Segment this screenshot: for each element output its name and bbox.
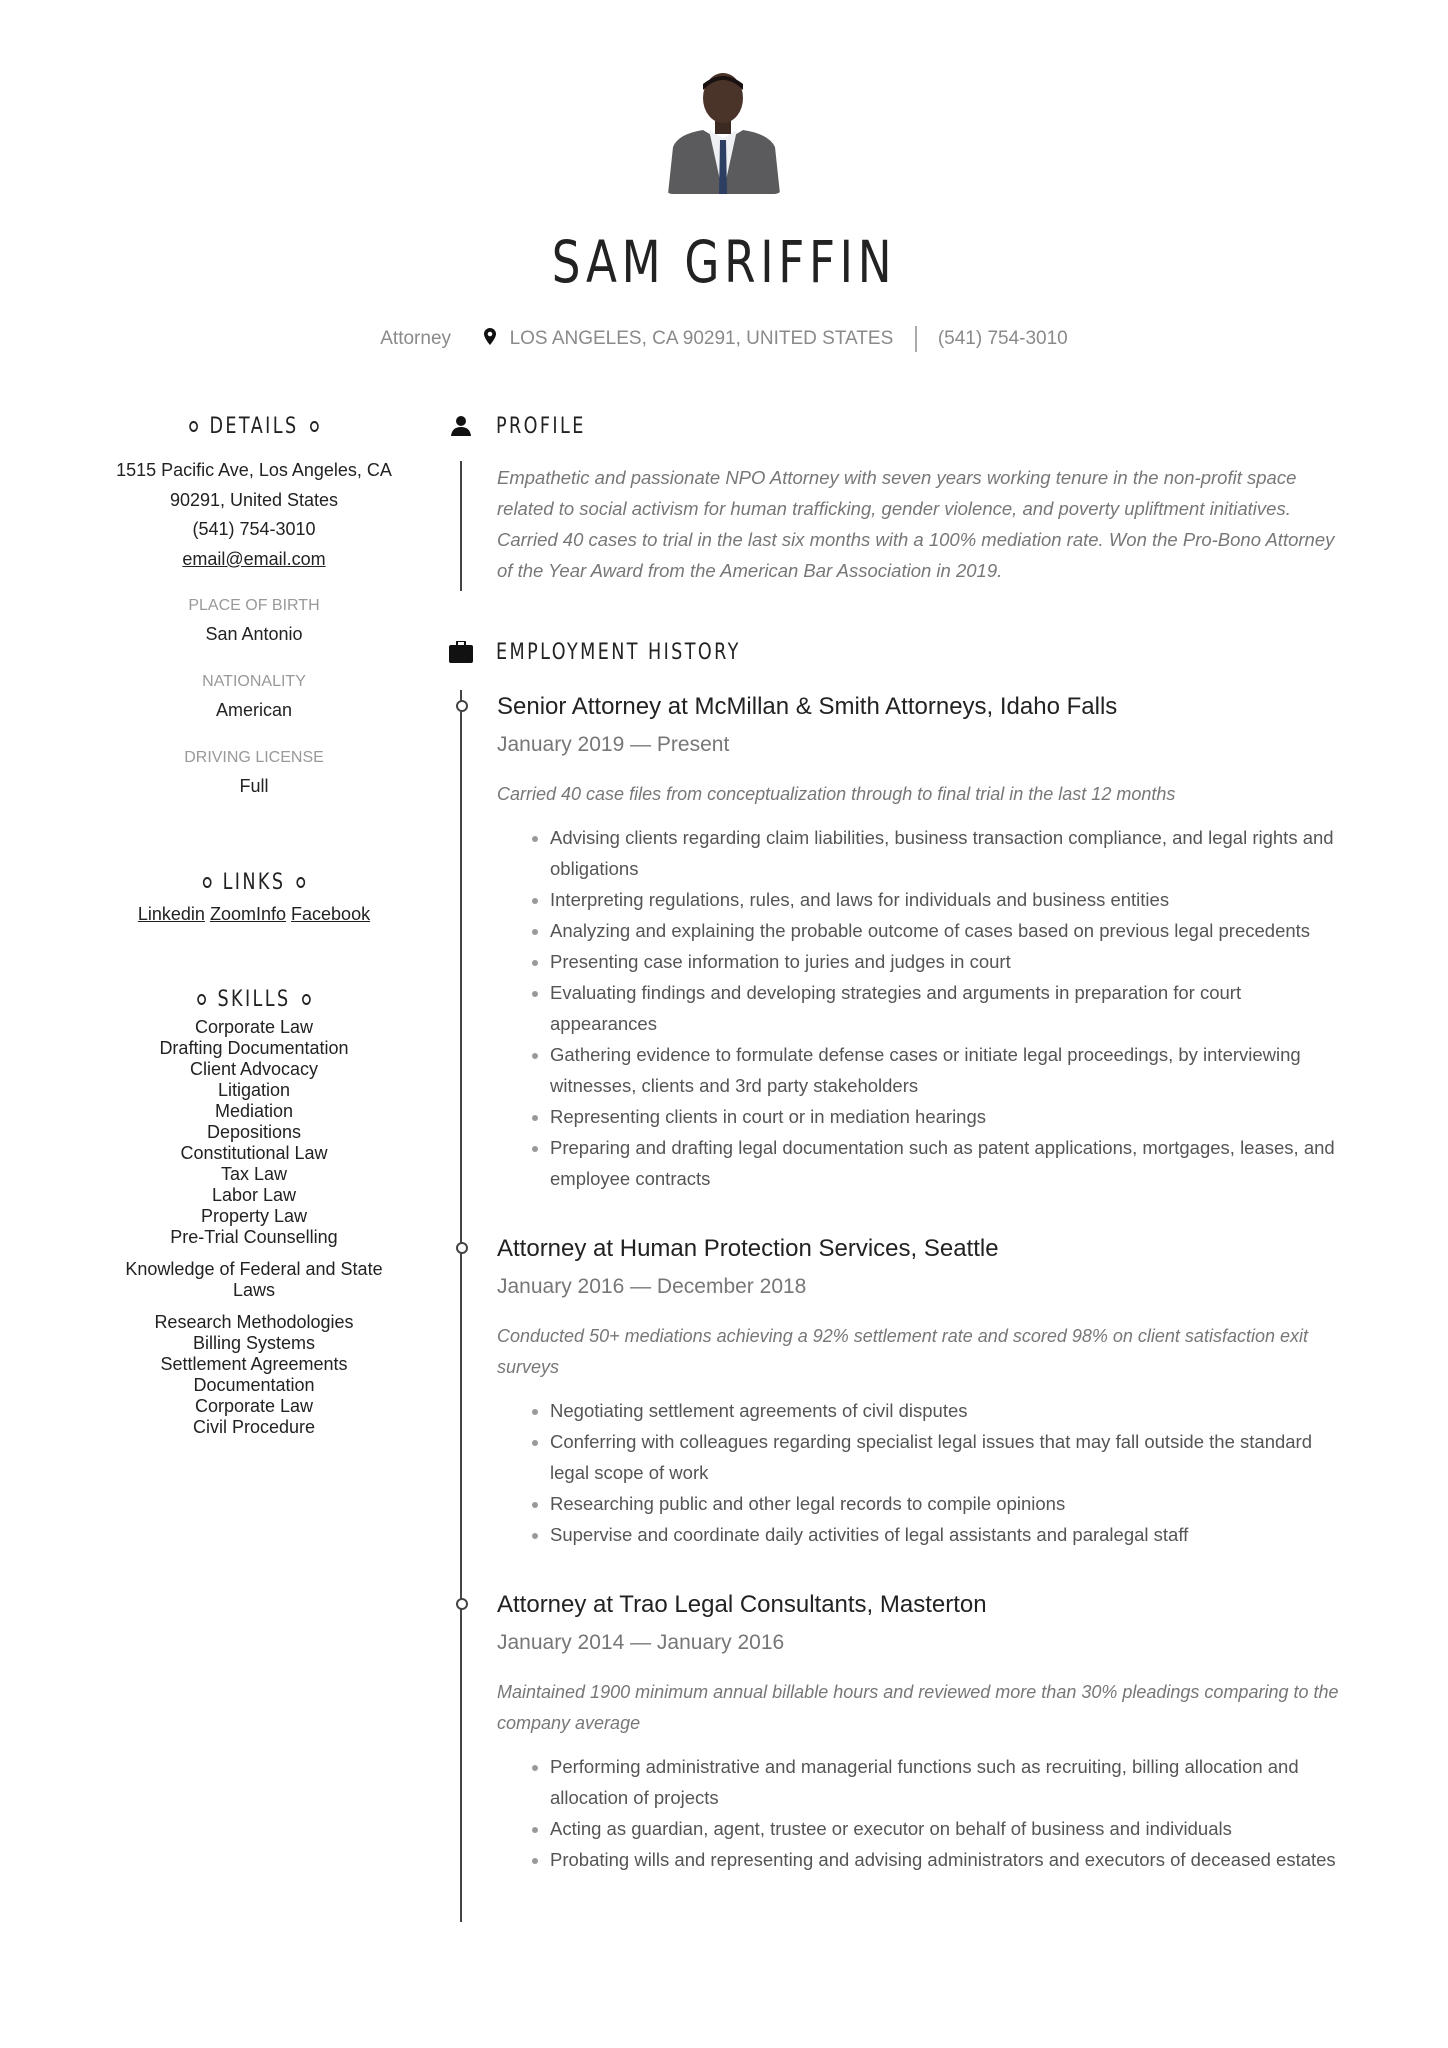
job-summary: Maintained 1900 minimum annual billable hours and reviewed more than 30% pleadings comparing to the company average xyxy=(497,1682,1339,1733)
list-item: • Analyzing and explaining the probable outcome of cases based on previous legal precedents xyxy=(550,915,1348,946)
skills-heading: SKILLS xyxy=(126,983,382,1015)
skill-item: Labor Law xyxy=(211,1185,297,1205)
skill-item: Property Law xyxy=(200,1206,308,1226)
skill-item: Civil Procedure xyxy=(192,1417,316,1437)
list-item: • Probating wills and representing and advising administrators and executors of deceased estates xyxy=(550,1844,1348,1875)
list-item: • Advising clients regarding claim liabilities, business transaction compliance, and legal rights and obligations xyxy=(550,822,1348,884)
list-item: • Interpreting regulations, rules, and laws for individuals and business entities xyxy=(550,884,1348,915)
job-title: Attorney xyxy=(380,328,452,349)
skill-item: Research Methodologies xyxy=(154,1312,354,1332)
email-link[interactable]: email@email.com xyxy=(182,548,326,569)
job-entry xyxy=(497,690,1348,1194)
skill-item: Client Advocacy xyxy=(189,1059,319,1079)
skill-item: Depositions xyxy=(206,1122,302,1142)
profile-heading: PROFILE xyxy=(448,410,1348,442)
job-summary: Carried 40 case files from conceptualization through to final trial in the last 12 months xyxy=(497,784,1176,804)
job-dates: January 2019 — Present xyxy=(497,733,730,756)
location: LOS ANGELES, CA 90291, UNITED STATES xyxy=(509,328,894,349)
circle-icon xyxy=(310,421,319,432)
profile-text: Empathetic and passionate NPO Attorney with seven years working tenure in the non-profit space related to social activism for human trafficking, gender violence, and poverty upliftment initiatives. Carried 40 cases to trial in the last six months with a 100% mediation rate. Won the Pro-Bono Attorney of the Year Award from the American Bar Association in 2019. xyxy=(497,467,1335,581)
skill-item: Settlement Agreements xyxy=(160,1354,348,1374)
job-bullets xyxy=(497,1395,1348,1550)
job-title: Attorney at Human Protection Services, Seattle xyxy=(497,1235,999,1262)
link-facebook[interactable]: Facebook xyxy=(291,904,371,924)
skill-item: Litigation xyxy=(217,1080,291,1100)
briefcase-icon xyxy=(448,639,474,665)
circle-icon xyxy=(302,994,311,1005)
field-label: NATIONALITY xyxy=(202,673,306,690)
skill-item: Mediation xyxy=(214,1101,294,1121)
header-subline xyxy=(0,326,1448,352)
employment-heading: EMPLOYMENT HISTORY xyxy=(448,636,1348,668)
skill-item: Documentation xyxy=(193,1375,315,1395)
field-value: American xyxy=(215,700,293,720)
skill-item: Corporate Law xyxy=(194,1396,314,1416)
details-heading: DETAILS xyxy=(126,410,382,442)
list-item: • Gathering evidence to formulate defense cases or initiate legal proceedings, by interviewing witnesses, clients and 3rd party stakeholders xyxy=(550,1039,1348,1101)
circle-icon xyxy=(297,877,306,888)
list-item: • Evaluating findings and developing strategies and arguments in preparation for court appearances xyxy=(550,977,1348,1039)
job-bullets xyxy=(497,822,1348,1194)
job-dates: January 2014 — January 2016 xyxy=(497,1631,785,1654)
timeline-dot-icon xyxy=(456,1598,468,1610)
job-title: Attorney at Trao Legal Consultants, Masterton xyxy=(497,1591,987,1618)
address-line: 1515 Pacific Ave, Los Angeles, CA xyxy=(116,460,392,480)
links-heading: LINKS xyxy=(126,866,382,898)
field-value: San Antonio xyxy=(205,624,303,644)
skill-item: Billing Systems xyxy=(192,1333,316,1353)
details-phone: (541) 754-3010 xyxy=(192,519,316,539)
link-linkedin[interactable]: Linkedin xyxy=(137,904,205,924)
sidebar xyxy=(94,410,414,1438)
divider xyxy=(915,326,917,352)
skill-item: Tax Law xyxy=(220,1164,288,1184)
skill-item: Pre-Trial Counselling xyxy=(170,1227,338,1247)
list-item: • Researching public and other legal records to compile opinions xyxy=(550,1488,1348,1519)
header-phone: (541) 754-3010 xyxy=(937,328,1068,349)
field-label: PLACE OF BIRTH xyxy=(188,597,320,614)
job-bullets xyxy=(497,1751,1348,1875)
list-item: • Conferring with colleagues regarding specialist legal issues that may fall outside the standard legal scope of work xyxy=(550,1426,1348,1488)
candidate-name: SAM GRIFFIN xyxy=(551,228,897,296)
skill-item: Corporate Law xyxy=(194,1017,314,1037)
circle-icon xyxy=(189,421,198,432)
profile-photo xyxy=(663,72,784,194)
job-dates: January 2016 — December 2018 xyxy=(497,1275,807,1298)
list-item: • Acting as guardian, agent, trustee or executor on behalf of business and individuals xyxy=(550,1813,1348,1844)
field-value: Full xyxy=(239,776,269,796)
job-title: Senior Attorney at McMillan & Smith Attorneys, Idaho Falls xyxy=(497,693,1118,720)
skill-item: Constitutional Law xyxy=(180,1143,328,1163)
skill-item: Drafting Documentation xyxy=(159,1038,349,1058)
job-entry xyxy=(497,1588,1348,1875)
user-icon xyxy=(448,413,474,439)
list-item: • Preparing and drafting legal documentation such as patent applications, mortgages, leases, and employee contracts xyxy=(550,1132,1348,1194)
list-item: • Representing clients in court or in mediation hearings xyxy=(550,1101,1348,1132)
location-pin-icon xyxy=(484,328,496,351)
job-summary: Conducted 50+ mediations achieving a 92% settlement rate and scored 98% on client satisfaction exit surveys xyxy=(497,1326,1308,1377)
list-item: • Presenting case information to juries and judges in court xyxy=(550,946,1348,977)
list-item: • Supervise and coordinate daily activities of legal assistants and paralegal staff xyxy=(550,1519,1348,1550)
list-item: • Performing administrative and managerial functions such as recruiting, billing allocation and allocation of projects xyxy=(550,1751,1348,1813)
circle-icon xyxy=(203,877,212,888)
skill-item: Knowledge of Federal and State Laws xyxy=(125,1259,383,1300)
circle-icon xyxy=(197,994,206,1005)
list-item: • Negotiating settlement agreements of civil disputes xyxy=(550,1395,1348,1426)
main-content xyxy=(448,410,1348,1875)
timeline-dot-icon xyxy=(456,1242,468,1254)
timeline-dot-icon xyxy=(456,700,468,712)
link-zoominfo[interactable]: ZoomInfo xyxy=(209,904,287,924)
address-line: 90291, United States xyxy=(169,489,339,510)
field-label: DRIVING LICENSE xyxy=(184,749,324,766)
job-entry xyxy=(497,1232,1348,1550)
